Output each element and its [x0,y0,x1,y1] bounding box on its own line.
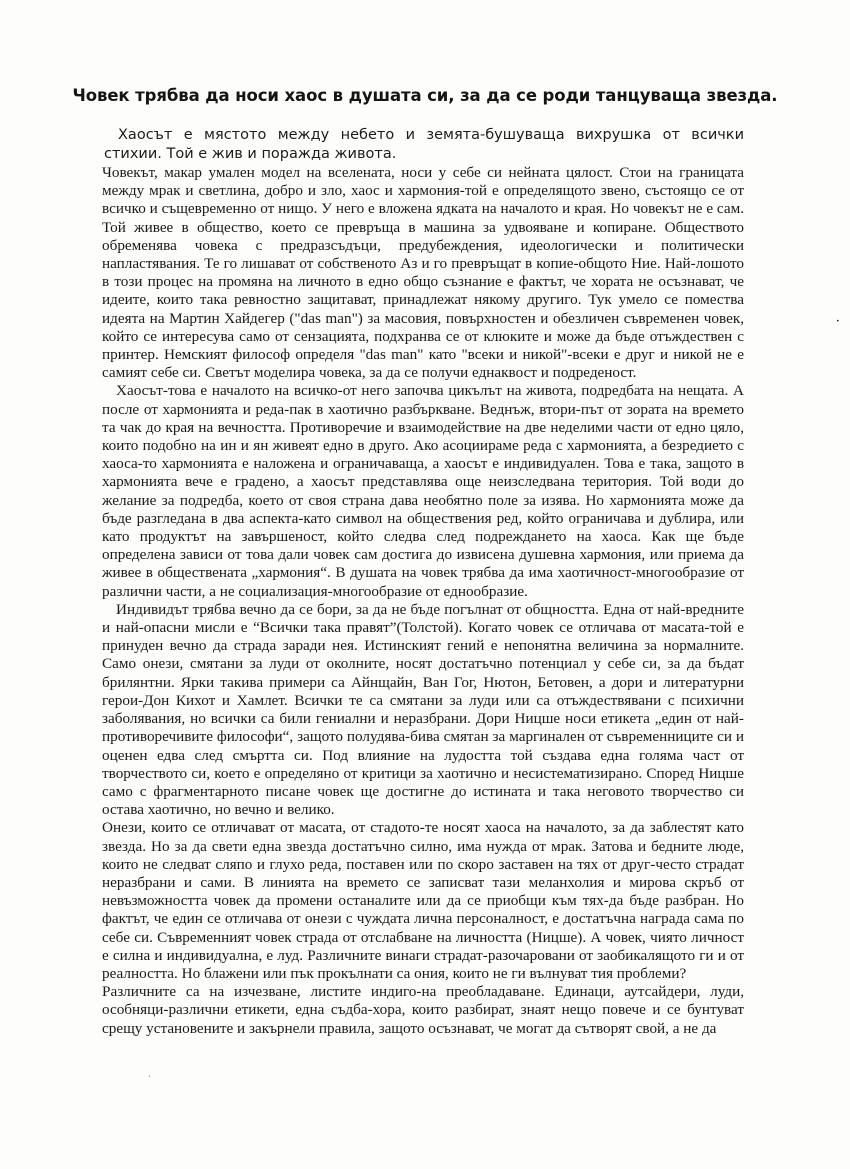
paragraph-1: Човекът, макар умален модел на вселената, носи у себе си нейната цялост. Стои на границата между мрак и светлина, добро и зло, хаос и хармония-той е определящото звено, състоящо се от всичко и същевременно от нищо. У него е вложена ядката на началото и края. Но човекът не е сам. Той живее в общество, което се превръща в машина за удвояване и копиране. Обществото обременява човека с предразсъдъци, предубеждения, идеологически и политически напластявания. Те го лишават от собственото Аз и го превръщат в копие-общото Ние. Най-лошото в този процес на промяна на личното в едно общо съзнание е фактът, че хората не осъзнават, че идеите, които така ревностно защитават, принадлежат някому другиго. Тук умело се помества идеята на Мартин Хайдегер ("das man") за масовия, повърхностен и обезличен съвременен човек, който се интересува само от сензацията, подхранва се от клюките и може да бъде отъждествен с принтер. Немският философ определя "das man" като "всеки и никой"-всеки е друг и никой не е самият себе си. Светът моделира човека, за да се получи еднаквост и подреденост. [102,164,744,382]
paragraph-4: Онези, които се отличават от масата, от стадото-те носят хаоса на началото, за да заблестят като звезда. Но за да свети една звезда достатъчно силно, има нужда от мрак. Затова и бедните люде, които не следват сляпо и глухо реда, поставен или по скоро заставен на тях от друг-често страдат неразбрани и сами. В линията на времето се записват тази меланхолия и мирова скръб от невъзможността човек да промени останалите или да се приобщи към тях-да бъде разбран. Но фактът, че един се отличава от онези с чуждата лична персоналност, е достатъчна награда сама по себе си. Съвременният човек страда от отслабване на личността (Ницше). А човек, чиято личност е силна и индивидуална, е луд. Различните винаги страдат-разочаровани от заобикалящото ги и от реалността. Но блажени или пък прокълнати са ония, които не ги вълнуват тия проблеми? [102,819,744,982]
paragraph-5: Различните са на изчезване, листите индиго-на преобладаване. Единаци, аутсайдери, луди, особняци-различни етикети, една съдба-хора, които разбират, знаят нещо повече и се бунтуват срещу установените и закърнели правила, защото осъзнават, че могат да сътворят свой, а не да [102,983,744,1037]
scan-speck: • [148,1074,151,1080]
scan-speck: • [836,318,840,325]
document-title: Човек трябва да носи хаос в душата си, за да се роди танцуваща звезда. [72,86,778,105]
paragraph-2: Хаосът-това е началото на всичко-от него започва цикълът на живота, подредбата на нещата. А после от хармонията и реда-пак в хаотично разбъркване. Веднъж, втори-път от зората на времето та чак до края на вечността. Противоречие и взаимодействие на две неделими части от едно цяло, които подобно на ин и ян живеят едно в друго. Ако асоциираме реда с хармонията, а безредието с хаоса-то хармонията е наложена и ограничаваща, а хаосът е индивидуален. Това е така, защото в хармонията вече е градено, а хаосът представлява още неизследвана територия. Той води до желание за подредба, което от своя страна дава необятно поле за изява. Но хармонията може да бъде разгледана в два аспекта-като символ на обществения ред, който ограничава и дублира, или като продуктът на завършеност, който следва след подреждането на хаоса. Как ще бъде определена зависи от това дали човек сам достига до извисена душевна хармония, или приема да живее в обществената „хармония“. В душата на човек трябва да има хаотичност-многообразие от различни части, а не социализация-многообразие от еднообразие. [102,382,744,600]
essay-body [102,164,744,1038]
paragraph-3: Индивидът трябва вечно да се бори, за да не бъде погълнат от общността. Една от най-вредните и най-опасни мисли е “Всички така правят”(Толстой). Когато човек се отличава от масата-той е принуден вечно да страда заради нея. Истинският гений е непонятна величина за нормалните. Само онези, смятани за луди от околните, носят достатъчно потенциал у себе си, за да бъдат брилянтни. Ярки такива примери са Айнщайн, Ван Гог, Нютон, Бетовен, а дори и литературни герои-Дон Кихот и Хамлет. Всички те са смятани за луди или са отъждествявани с психични заболявания, но всички са били гениални и неразбрани. Дори Ницше носи етикета „един от най-противоречивите философи“, защото полудява-бива смятан за маргинален от съвременниците си и оценен едва след смъртта си. Под влияние на лудостта той създава една голяма част от творчеството си, което е определяно от критици за хаотично и несистематизирано. Според Ницше само с фрагментарното писане човек ще достигне до истината и така неговото творчество си остава хаотично, но вечно и велико. [102,600,744,819]
intro-paragraph: Хаосът е мястото между небето и земята-бушуваща вихрушка от всички стихии. Той е жив и поражда живота. [104,127,744,162]
